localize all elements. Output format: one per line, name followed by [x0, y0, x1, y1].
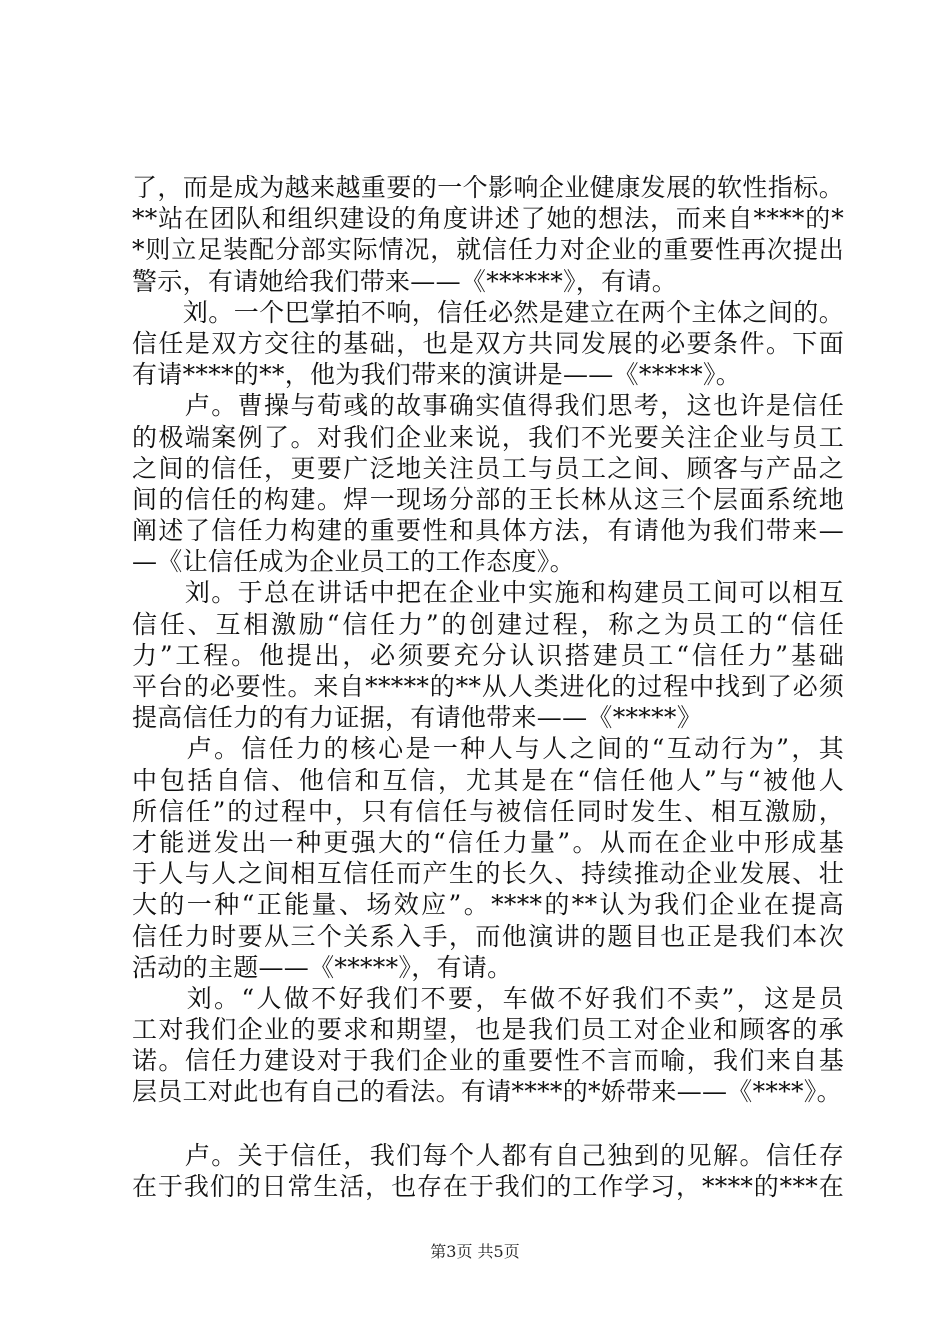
paragraph — [132, 577, 844, 733]
text-line: 所信任”的过程中，只有信任与被信任同时发生、相互激励， — [132, 796, 844, 826]
text-line: 刘。“人做不好我们不要，车做不好我们不卖”，这是员 — [132, 983, 844, 1013]
text-line: 工对我们企业的要求和期望，也是我们员工对企业和顾客的承 — [132, 1015, 844, 1045]
text-line: 卢。关于信任，我们每个人都有自己独到的见解。信任存 — [132, 1140, 844, 1170]
text-line: 信任是双方交往的基础，也是双方共同发展的必要条件。下面 — [132, 328, 844, 358]
text-line: 中包括自信、他信和互信，尤其是在“信任他人”与“被他人 — [132, 765, 844, 795]
text-line: 有请****的**，他为我们带来的演讲是——《*****》。 — [132, 360, 742, 390]
paragraph — [132, 297, 844, 391]
text-line: 在于我们的日常生活，也存在于我们的工作学习，****的***在 — [132, 1171, 844, 1201]
text-line: 刘。一个巴掌拍不响，信任必然是建立在两个主体之间的。 — [132, 297, 844, 327]
paragraph — [132, 983, 844, 1108]
page-number-footer: 第3页 共5页 — [430, 1242, 520, 1261]
paragraph — [132, 390, 844, 577]
text-line: 于人与人之间相互信任而产生的长久、持续推动企业发展、壮 — [132, 859, 844, 889]
text-line: **站在团队和组织建设的角度讲述了她的想法，而来自****的* — [132, 204, 844, 234]
paragraph — [132, 733, 844, 983]
text-line: 间的信任的构建。焊一现场分部的王长林从这三个层面系统地 — [132, 484, 844, 514]
text-line: —《让信任成为企业员工的工作态度》。 — [132, 547, 575, 577]
text-line: 之间的信任，更要广泛地关注员工与员工之间、顾客与产品之 — [132, 453, 844, 483]
text-line: 的极端案例了。对我们企业来说，我们不光要关注企业与员工 — [132, 422, 844, 452]
text-line: 活动的主题——《*****》，有请。 — [132, 952, 513, 982]
text-line: 卢。曹操与荀彧的故事确实值得我们思考，这也许是信任 — [132, 391, 844, 421]
text-line: 卢。信任力的核心是一种人与人之间的“互动行为”，其 — [132, 734, 844, 764]
text-line: 力”工程。他提出，必须要充分认识搭建员工“信任力”基础 — [132, 640, 844, 670]
paragraph-gap — [132, 1108, 844, 1140]
text-line: 提高信任力的有力证据，有请他带来——《*****》 — [132, 703, 703, 733]
text-line: 诺。信任力建设对于我们企业的重要性不言而喻，我们来自基 — [132, 1046, 844, 1076]
text-line: 平台的必要性。来自*****的**从人类进化的过程中找到了必须 — [132, 672, 844, 701]
text-line: 层员工对此也有自己的看法。有请****的*娇带来——《****》。 — [132, 1077, 842, 1107]
text-line: 信任、互相激励“信任力”的创建过程，称之为员工的“信任 — [132, 609, 844, 639]
text-line: 了，而是成为越来越重要的一个影响企业健康发展的软性指标。 — [132, 173, 844, 202]
text-line: 刘。于总在讲话中把在企业中实施和构建员工间可以相互 — [132, 578, 844, 608]
text-line: *则立足装配分部实际情况，就信任力对企业的重要性再次提出 — [132, 235, 844, 265]
text-line: 信任力时要从三个关系入手，而他演讲的题目也正是我们本次 — [132, 921, 844, 951]
text-line: 大的一种“正能量、场效应”。****的**认为我们企业在提高 — [132, 890, 844, 920]
text-line: 阐述了信任力构建的重要性和具体方法，有请他为我们带来— — [132, 516, 844, 546]
document-body — [132, 172, 844, 1202]
text-line: 警示，有请她给我们带来——《******》，有请。 — [132, 266, 678, 296]
paragraph — [132, 1140, 844, 1202]
paragraph — [132, 172, 844, 297]
text-line: 才能迸发出一种更强大的“信任力量”。从而在企业中形成基 — [132, 827, 844, 857]
